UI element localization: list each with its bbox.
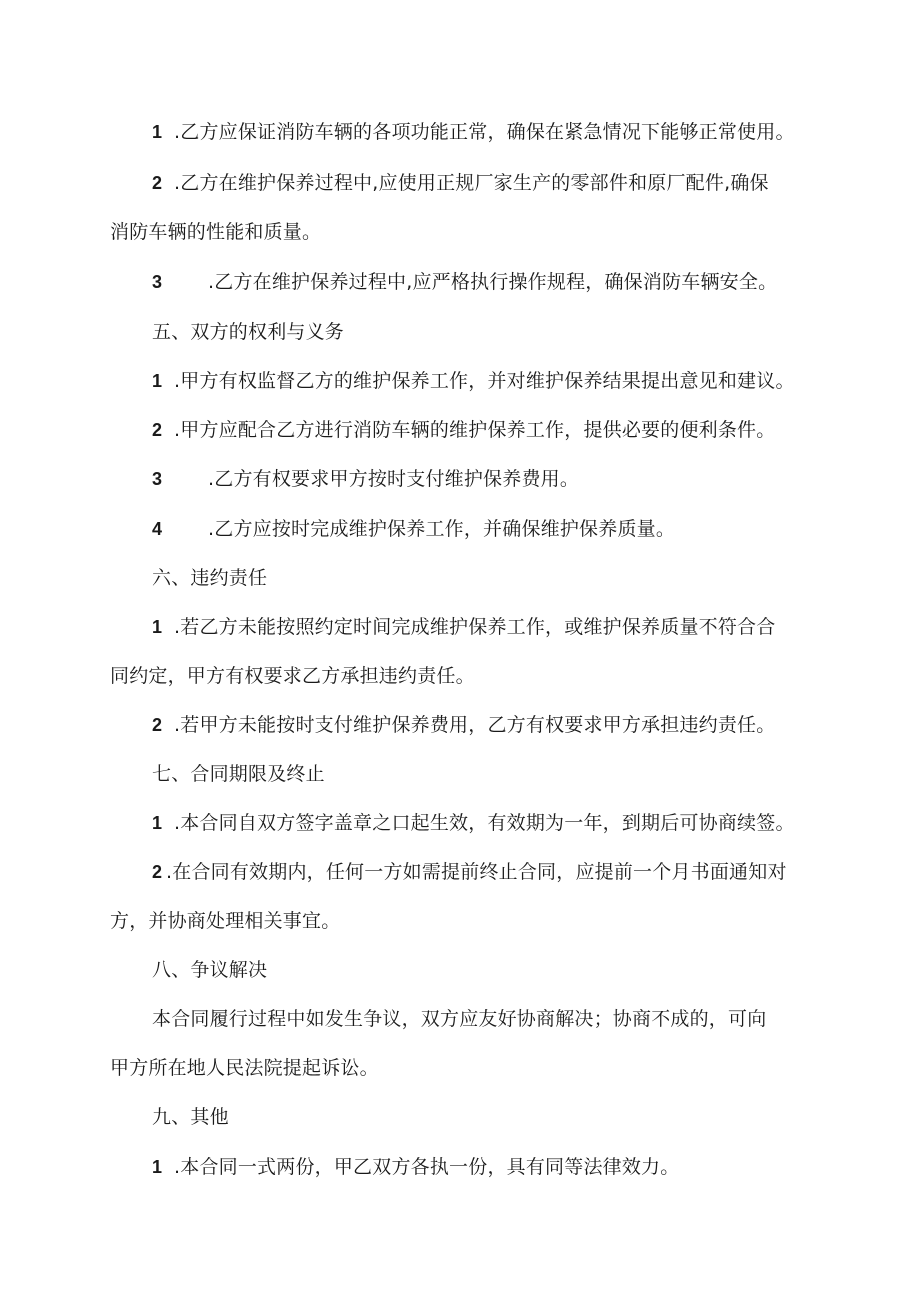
clause-number: 1 <box>152 371 163 391</box>
clause-text: .本合同自双方签字盖章之口起生效，有效期为一年，到期后可协商续签。 <box>174 812 795 834</box>
clause-text: .若甲方未能按时支付维护保养费用，乙方有权要求甲方承担违约责任。 <box>174 714 776 736</box>
clause-text: .若乙方未能按照约定时间完成维护保养工作，或维护保养质量不符合合 <box>174 616 776 638</box>
clause-number: 3 <box>152 469 163 489</box>
clause-number: 2 <box>152 420 163 440</box>
clause-number: 1 <box>152 813 163 833</box>
clause-text: .在合同有效期内，任何一方如需提前终止合同，应提前一个月书面通知对 <box>166 861 787 883</box>
clause-9-1 <box>152 1155 679 1179</box>
clause-text: .甲方有权监督乙方的维护保养工作，并对维护保养结果提出意见和建议。 <box>174 370 795 392</box>
clause-6-1-continuation: 同约定，甲方有权要求乙方承担违约责任。 <box>110 665 475 687</box>
clause-number: 1 <box>152 122 163 142</box>
clause-7-2-continuation: 方，并协商处理相关事宜。 <box>110 910 341 932</box>
clause-4-2-continuation: 消防车辆的性能和质量。 <box>110 221 322 243</box>
section-heading-8: 八、争议解决 <box>152 959 268 981</box>
section-heading-5: 五、双方的权利与义务 <box>152 321 345 343</box>
clause-6-2 <box>152 713 775 737</box>
clause-text: .乙方应按时完成维护保养工作，并确保维护保养质量。 <box>208 518 676 540</box>
clause-text: .乙方应保证消防车辆的各项功能正常，确保在紧急情况下能够正常使用。 <box>174 121 795 143</box>
clause-text: .本合同一式两份，甲乙双方各执一份，具有同等法律效力。 <box>174 1156 680 1178</box>
paragraph-8: 本合同履行过程中如发生争议，双方应友好协商解决；协商不成的，可向 <box>152 1008 767 1030</box>
clause-text: .乙方在维护保养过程中,应严格执行操作规程，确保消防车辆安全。 <box>208 271 778 293</box>
clause-number: 2 <box>152 862 163 882</box>
clause-7-1 <box>152 811 795 835</box>
section-heading-6: 六、违约责任 <box>152 567 268 589</box>
clause-number: 4 <box>152 519 163 539</box>
clause-number: 2 <box>152 715 163 735</box>
clause-number: 1 <box>152 617 163 637</box>
clause-4-1 <box>152 120 795 144</box>
clause-text: .甲方应配合乙方进行消防车辆的维护保养工作，提供必要的便利条件。 <box>174 419 776 441</box>
section-heading-9: 九、其他 <box>152 1106 229 1128</box>
clause-4-2 <box>152 171 769 195</box>
clause-5-2 <box>152 418 775 442</box>
clause-5-3 <box>152 467 579 491</box>
clause-5-1 <box>152 369 795 393</box>
clause-text: .乙方在维护保养过程中,应使用正规厂家生产的零部件和原厂配件,确保 <box>174 172 769 194</box>
clause-text: .乙方有权要求甲方按时支付维护保养费用。 <box>208 468 580 490</box>
clause-number: 3 <box>152 272 163 292</box>
clause-number: 2 <box>152 173 163 193</box>
clause-7-2 <box>152 860 787 884</box>
clause-5-4 <box>152 517 675 541</box>
clause-number: 1 <box>152 1157 163 1177</box>
clause-6-1 <box>152 615 775 639</box>
paragraph-8-continuation: 甲方所在地人民法院提起诉讼。 <box>110 1057 379 1079</box>
clause-4-3 <box>152 270 777 294</box>
section-heading-7: 七、合同期限及终止 <box>152 763 325 785</box>
